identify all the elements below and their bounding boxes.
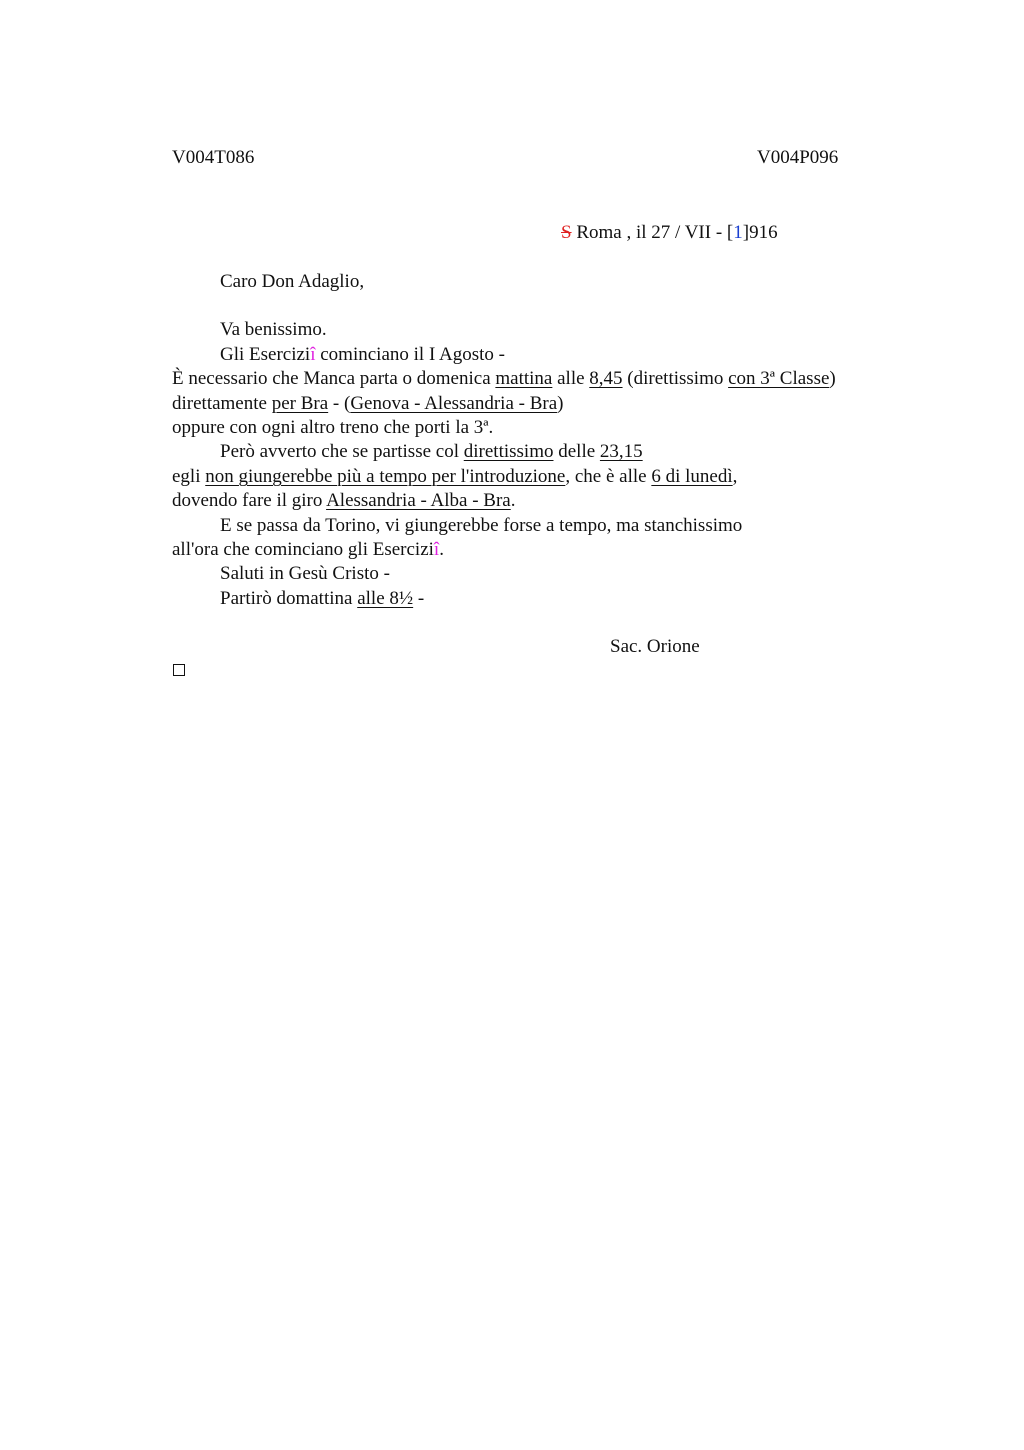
body-line-6 — [220, 440, 643, 464]
text-span: - ( — [328, 393, 351, 414]
accent-mark: î — [310, 344, 316, 365]
text-span: - — [413, 588, 425, 609]
text-span: alle — [552, 368, 590, 389]
text-span: direttamente — [172, 393, 272, 414]
body-line-1: Va benissimo. — [220, 319, 327, 340]
text-span: . — [510, 490, 516, 511]
salutation: Caro Don Adaglio, — [220, 271, 365, 292]
struck-letter: S — [561, 222, 572, 243]
text-span: dovendo fare il giro — [172, 490, 327, 511]
text-span: , che è alle — [565, 466, 652, 487]
signature: Sac. Orione — [610, 636, 700, 657]
body-line-8 — [172, 489, 516, 513]
underlined-text: Genova - Alessandria - Bra — [350, 393, 558, 414]
underlined-text: per Bra — [271, 393, 329, 414]
body-line-12 — [220, 587, 424, 611]
text-span: , — [732, 466, 738, 487]
inserted-digit: 1 — [733, 222, 743, 243]
accent-mark: î — [433, 539, 440, 560]
body-line-7 — [172, 465, 737, 489]
body-line-9: E se passa da Torino, vi giungerebbe forse a tempo, ma stanchissimo — [220, 515, 743, 536]
body-line-2 — [220, 343, 505, 367]
body-line-11: Saluti in Gesù Cristo - — [220, 563, 390, 584]
text-span: cominciano il I Agosto - — [315, 344, 505, 365]
body-line-10 — [172, 538, 444, 562]
underlined-text: direttissimo — [463, 441, 554, 462]
header-left-code: V004T086 — [172, 147, 255, 168]
underlined-text: non giungerebbe più a tempo per l'introduzione — [205, 466, 566, 487]
underlined-text: Alessandria - Alba - Bra — [326, 490, 511, 511]
text-span: ) — [557, 393, 564, 414]
header-right-code: V004P096 — [757, 147, 839, 168]
dateline-text-after: ]916 — [742, 222, 778, 243]
text-span: delle — [553, 441, 600, 462]
text-span: Gli Esercizi — [220, 344, 311, 365]
body-line-4 — [172, 392, 563, 416]
underlined-text: con 3ª Classe — [728, 368, 830, 389]
checkbox-icon — [173, 664, 185, 676]
underlined-text: alle 8½ — [357, 588, 414, 609]
text-span: egli — [172, 466, 206, 487]
text-span: Partirò domattina — [220, 588, 358, 609]
dateline — [561, 221, 778, 245]
body-line-5: oppure con ogni altro treno che porti la 3ª. — [172, 417, 494, 438]
underlined-text: 23,15 — [599, 441, 643, 462]
body-line-3 — [172, 367, 836, 391]
dateline-text-before: Roma , il 27 / VII - [ — [571, 222, 734, 243]
text-span: . — [439, 539, 444, 560]
underlined-text: 8,45 — [589, 368, 623, 389]
text-span: ) — [829, 368, 836, 389]
underlined-text: mattina — [495, 368, 553, 389]
text-span: Però avverto che se partisse col — [220, 441, 464, 462]
underlined-text: 6 di lunedì — [651, 466, 733, 487]
text-span: all'ora che cominciano gli Esercizi — [172, 539, 434, 560]
text-span: (direttissimo — [622, 368, 729, 389]
text-span: È necessario che Manca parta o domenica — [172, 368, 496, 389]
